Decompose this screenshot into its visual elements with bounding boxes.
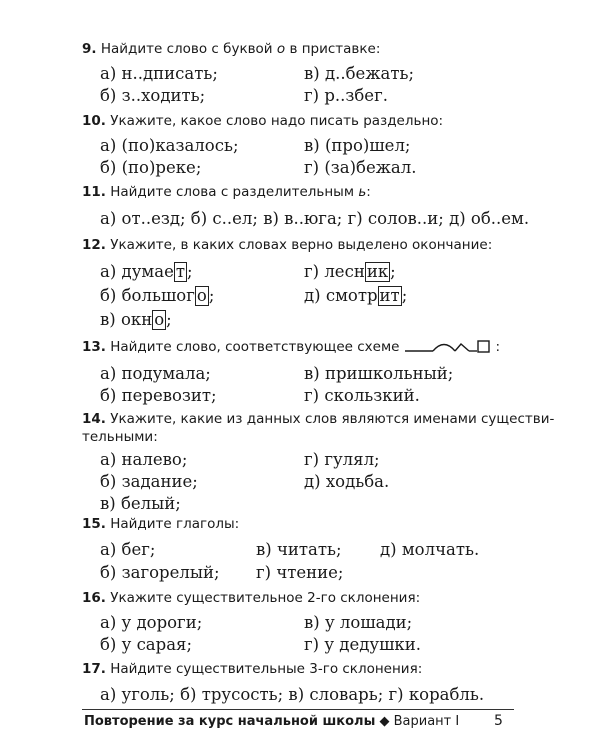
- question-9-title: 9. Найдите слово с буквой о в приставке:: [82, 41, 381, 57]
- question-13-title: 13. Найдите слово, соответствующее схеме :: [82, 339, 501, 355]
- option: в) читать;: [256, 540, 342, 559]
- question-12-title: 12. Укажите, в каких словах верно выделено окончание:: [82, 237, 493, 253]
- ending-box: о: [154, 310, 165, 329]
- option: а) бег;: [100, 540, 156, 559]
- option: а) думае т ;: [100, 262, 193, 281]
- question-number: 17.: [82, 661, 106, 677]
- question-number: 12.: [82, 237, 106, 253]
- question-number: 14.: [82, 411, 106, 427]
- question-number: 15.: [82, 516, 106, 532]
- option: г) р..збег.: [304, 86, 388, 105]
- question-10-title: 10. Укажите, какое слово надо писать раздельно:: [82, 113, 444, 129]
- question-16-title: 16. Укажите существительное 2-го склонения:: [82, 590, 421, 606]
- option: а) н..дписать;: [100, 64, 218, 83]
- option: в) белый;: [100, 494, 181, 513]
- question-number: 13.: [82, 339, 106, 355]
- question-14-title: 14. Укажите, какие из данных слов являются именами существи-: [82, 411, 555, 427]
- option: г) чтение;: [256, 563, 344, 582]
- option: б) загорелый;: [100, 563, 220, 582]
- option: в) у лошади;: [304, 613, 413, 632]
- question-number: 11.: [82, 184, 106, 200]
- question-number: 10.: [82, 113, 106, 129]
- option: д) смотр ит ;: [304, 286, 408, 305]
- option: в) пришкольный;: [304, 364, 454, 383]
- morpheme-schema-icon: [403, 338, 495, 356]
- footer: [84, 714, 459, 729]
- option: б) большог о ;: [100, 286, 215, 305]
- option: г) лесн ик ;: [304, 262, 396, 281]
- option: б) у сарая;: [100, 635, 193, 654]
- option: б) з..ходить;: [100, 86, 206, 105]
- option: б) перевозит;: [100, 386, 217, 405]
- option: д) ходьба.: [304, 472, 390, 491]
- ending-box: ик: [366, 262, 389, 281]
- option-line: а) уголь; б) трусость; в) словарь; г) корабль.: [100, 685, 485, 704]
- question-17-title: 17. Найдите существительные 3-го склонения:: [82, 661, 423, 677]
- diamond-icon: ◆: [379, 714, 390, 729]
- option: г) у дедушки.: [304, 635, 421, 654]
- option: д) молчать.: [380, 540, 480, 559]
- option: б) задание;: [100, 472, 198, 491]
- option: г) (за)бежал.: [304, 158, 417, 177]
- question-14-title-cont: тельными:: [82, 429, 158, 445]
- option: а) налево;: [100, 450, 188, 469]
- option: б) (по)реке;: [100, 158, 202, 177]
- question-number: 9.: [82, 41, 97, 57]
- option: г) скользкий.: [304, 386, 420, 405]
- ending-box: ит: [379, 286, 400, 305]
- footer-variant: Вариант I: [393, 714, 460, 729]
- footer-divider: [82, 709, 514, 710]
- option: г) гулял;: [304, 450, 380, 469]
- option: а) подумала;: [100, 364, 211, 383]
- question-15-title: 15. Найдите глаголы:: [82, 516, 240, 532]
- option: в) (про)шел;: [304, 136, 411, 155]
- footer-title: Повторение за курс начальной школы: [84, 714, 376, 729]
- question-number: 16.: [82, 590, 106, 606]
- option: а) у дороги;: [100, 613, 203, 632]
- option-line: а) от..езд; б) с..ел; в) в..юга; г) солов..и; д) об..ем.: [100, 209, 530, 228]
- question-11-title: 11. Найдите слова с разделительным ь:: [82, 184, 371, 200]
- ending-box: т: [175, 262, 185, 281]
- page-number: 5: [494, 713, 503, 729]
- ending-box: о: [196, 286, 207, 305]
- option: в) окн о ;: [100, 310, 172, 329]
- option: а) (по)казалось;: [100, 136, 239, 155]
- option: в) д..бежать;: [304, 64, 415, 83]
